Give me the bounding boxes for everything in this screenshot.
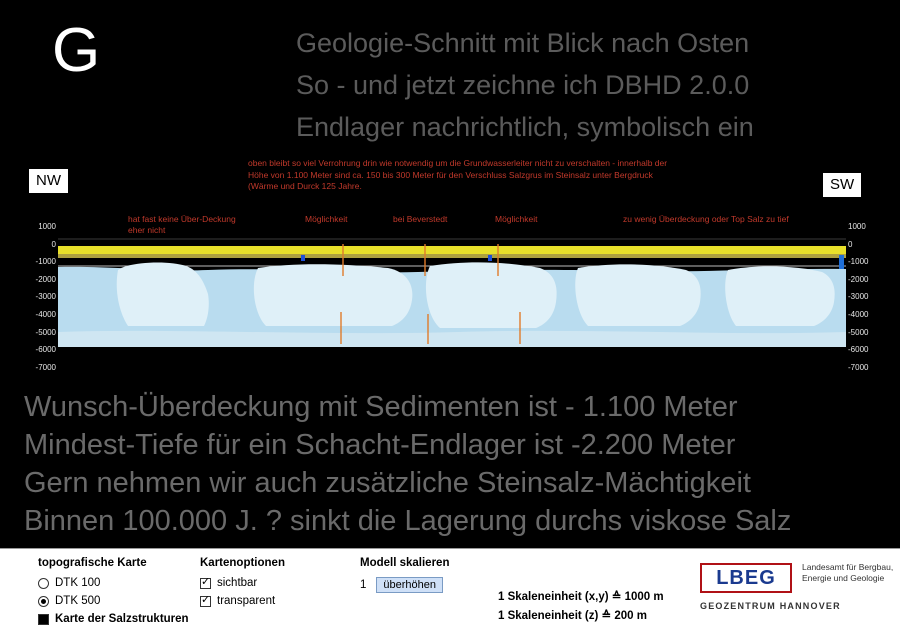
title-block — [296, 22, 886, 148]
radio-label: DTK 500 — [55, 595, 101, 607]
orientation-label-sw: SW — [822, 172, 862, 198]
depth-axis-left — [12, 222, 56, 380]
radio-label: DTK 100 — [55, 577, 101, 589]
model-scale-value[interactable]: 1 — [360, 579, 367, 591]
checkbox-icon[interactable] — [200, 596, 211, 607]
salt-structure-map-item[interactable] — [38, 613, 208, 625]
annotation-note-4: Möglichkeit — [495, 214, 538, 224]
axis-tick-label: -6000 — [848, 345, 869, 355]
map-options-group — [200, 557, 350, 613]
header — [0, 0, 900, 150]
axis-tick-label: 0 — [848, 239, 853, 249]
geological-section-diagram[interactable] — [0, 150, 900, 390]
statement-line-1: Wunsch-Überdeckung mit Sedimenten ist - 1.100 Meter — [24, 391, 738, 423]
depth-axis-right — [848, 222, 892, 380]
model-scaling-heading: Modell skalieren — [360, 557, 450, 569]
axis-tick-label: -1000 — [35, 257, 56, 267]
annotation-note-2: Möglichkeit — [305, 214, 348, 224]
annotation-note-5: zu wenig Überdeckung oder Top Salz zu tief — [623, 214, 789, 224]
checkbox-icon[interactable] — [200, 578, 211, 589]
statement-line-2: Mindest-Tiefe für ein Schacht-Endlager ist -2.200 Meter — [24, 429, 736, 461]
checkbox-label: transparent — [217, 595, 276, 607]
radio-dtk-500[interactable] — [38, 595, 208, 607]
checkbox-sichtbar[interactable] — [200, 577, 350, 589]
axis-tick-label: -1000 — [848, 257, 869, 267]
annotation-note-1: hat fast keine Über-Deckung eher nicht — [128, 214, 236, 235]
map-options-heading: Kartenoptionen — [200, 557, 285, 569]
title-line-2: So - und jetzt zeichne ich DBHD 2.0.0 — [296, 70, 750, 100]
axis-tick-label: 1000 — [848, 222, 866, 231]
geozentrum-label: GEOZENTRUM HANNOVER — [700, 601, 841, 611]
axis-tick-label: -7000 — [35, 362, 56, 372]
lbeg-logo-text: LBEG — [716, 566, 776, 589]
swatch-icon — [38, 614, 49, 625]
checkbox-transparent[interactable] — [200, 595, 350, 607]
statement-line-4: Binnen 100.000 J. ? sinkt die Lagerung durchs viskose Salz — [24, 505, 792, 537]
lbeg-agency-name: Landesamt für Bergbau, Energie und Geologie — [802, 562, 894, 583]
axis-tick-label: -3000 — [848, 292, 869, 302]
title-line-3: Endlager nachrichtlich, symbolisch ein — [296, 112, 754, 142]
app-logo: G — [52, 16, 101, 85]
checkbox-label: sichtbar — [217, 577, 258, 589]
axis-tick-label: -4000 — [848, 309, 869, 319]
scale-legend-xy: 1 Skaleneinheit (x,y) ≙ 1000 m — [498, 591, 664, 603]
model-scaling-group — [360, 557, 520, 593]
radio-icon[interactable] — [38, 578, 49, 589]
orientation-label-nw: NW — [28, 168, 69, 194]
axis-tick-label: -2000 — [848, 274, 869, 284]
axis-tick-label: -5000 — [35, 327, 56, 337]
control-panel[interactable] — [0, 548, 900, 631]
axis-tick-label: -4000 — [35, 309, 56, 319]
exaggerate-button[interactable]: überhöhen — [376, 577, 443, 593]
radio-icon-selected[interactable] — [38, 596, 49, 607]
axis-tick-label: 1000 — [38, 222, 56, 231]
scale-legend-z: 1 Skaleneinheit (z) ≙ 200 m — [498, 610, 647, 622]
statement-block — [0, 388, 900, 543]
statement-line-3: Gern nehmen wir auch zusätzliche Steinsalz-Mächtigkeit — [24, 467, 751, 499]
section-canvas[interactable] — [58, 222, 846, 377]
axis-tick-label: -6000 — [35, 345, 56, 355]
radio-dtk-100[interactable] — [38, 577, 208, 589]
lbeg-logo-icon — [700, 563, 792, 593]
topographic-map-heading: topografische Karte — [38, 557, 147, 569]
title-line-1: Geologie-Schnitt mit Blick nach Osten — [296, 28, 750, 58]
axis-tick-label: -2000 — [35, 274, 56, 284]
axis-tick-label: -7000 — [848, 362, 869, 372]
axis-tick-label: -3000 — [35, 292, 56, 302]
axis-tick-label: 0 — [51, 239, 56, 249]
salt-structure-map-label: Karte der Salzstrukturen — [55, 613, 189, 625]
annotation-note-3: bei Beverstedt — [393, 214, 448, 224]
annotation-top-note: oben bleibt so viel Verrohrung drin wie notwendig um die Grundwasserleiter nicht zu verschalten - innerhalb der Höhe von 1.100 Meter sind ca. 150 bis 300 Meter für den Verschluss Salzgrus im Steinsalz unter Bergdruck (Wärme und Durck 125 Jahre. — [248, 158, 668, 191]
axis-tick-label: -5000 — [848, 327, 869, 337]
model-scaling-row[interactable] — [360, 577, 520, 593]
topographic-map-group — [38, 557, 208, 625]
